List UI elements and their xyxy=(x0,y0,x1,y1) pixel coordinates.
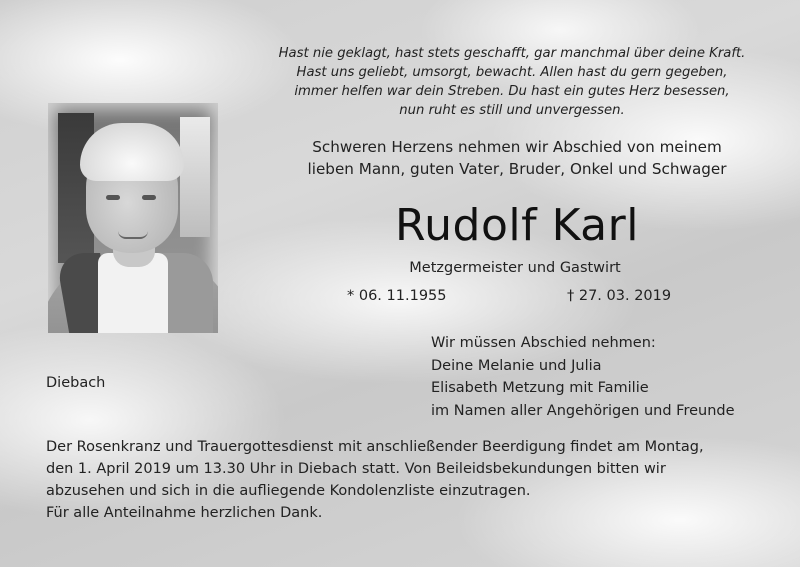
notice-line: Der Rosenkranz und Trauergottesdienst mit anschließender Beerdigung findet am Montag, xyxy=(46,439,704,455)
notice-line: den 1. April 2019 um 13.30 Uhr in Diebach statt. Von Beileidsbekundungen bitten wir xyxy=(46,461,666,477)
farewell-intro xyxy=(282,136,752,180)
photo-hair xyxy=(80,123,184,181)
poem-line: nun ruht es still und unvergessen. xyxy=(399,103,625,118)
deceased-profession: Metzgermeister und Gastwirt xyxy=(409,260,621,276)
photo-shirt-logo xyxy=(165,296,207,322)
photo-eye-right xyxy=(142,195,156,200)
mourners-line: Elisabeth Metzung mit Familie xyxy=(431,380,649,396)
funeral-notice xyxy=(46,436,786,524)
intro-line: lieben Mann, guten Vater, Bruder, Onkel und Schwager xyxy=(307,160,727,178)
intro-line: Schweren Herzens nehmen wir Abschied von meinem xyxy=(312,138,722,156)
poem-line: Hast uns geliebt, umsorgt, bewacht. Allen hast du gern gegeben, xyxy=(296,65,728,80)
photo-mouth xyxy=(118,231,148,239)
photo-background-light xyxy=(180,117,210,237)
poem-line: Hast nie geklagt, hast stets geschafft, gar manchmal über deine Kraft. xyxy=(278,46,746,61)
poem-line: immer helfen war dein Streben. Du hast ein gutes Herz besessen, xyxy=(294,84,730,99)
photo-eye-left xyxy=(106,195,120,200)
memorial-poem xyxy=(262,44,762,120)
death-date: † 27. 03. 2019 xyxy=(567,288,672,304)
mourners-list xyxy=(431,332,771,422)
deceased-name: Rudolf Karl xyxy=(395,200,639,251)
notice-line: Für alle Anteilnahme herzlichen Dank. xyxy=(46,505,323,521)
portrait-photo xyxy=(48,103,218,333)
mourners-line: im Namen aller Angehörigen und Freunde xyxy=(431,402,735,419)
place-name: Diebach xyxy=(46,375,106,391)
mourners-line: Deine Melanie und Julia xyxy=(431,357,602,374)
mourners-line: Wir müssen Abschied nehmen: xyxy=(431,335,656,351)
birth-date: * 06. 11.1955 xyxy=(347,288,447,304)
notice-line: abzusehen und sich in die aufliegende Kondolenzliste einzutragen. xyxy=(46,483,531,499)
